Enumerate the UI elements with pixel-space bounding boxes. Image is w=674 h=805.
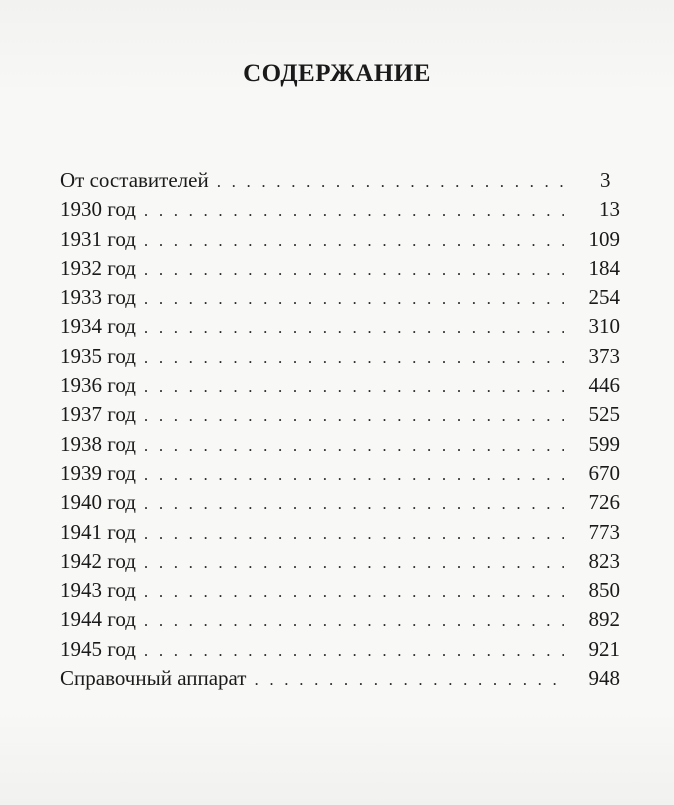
toc-entry-page: 823 <box>588 548 620 573</box>
toc-entry <box>60 518 620 547</box>
toc-entry-page: 184 <box>588 255 620 280</box>
dot-leader <box>144 519 564 548</box>
toc-entry-label: 1936 год <box>60 373 136 398</box>
toc-entry <box>60 547 620 576</box>
toc-entry <box>60 664 620 693</box>
toc-entry-page: 599 <box>588 431 620 456</box>
dot-leader <box>144 489 564 518</box>
toc-entry-label: 1932 год <box>60 255 136 280</box>
toc-entry-label: 1940 год <box>60 490 136 515</box>
dot-leader <box>144 401 564 430</box>
toc-entry-label: 1938 год <box>60 431 136 456</box>
dot-leader <box>144 431 564 460</box>
toc-entry <box>60 430 620 459</box>
dot-leader <box>144 255 564 284</box>
toc-entry-label: 1935 год <box>60 343 136 368</box>
toc-entry <box>60 400 620 429</box>
dot-leader <box>144 284 564 313</box>
toc-entry-page: 892 <box>588 607 620 632</box>
dot-leader <box>144 548 564 577</box>
toc-entry-label: 1939 год <box>60 460 136 485</box>
dot-leader <box>144 606 564 635</box>
dot-leader <box>144 460 564 489</box>
toc-entry-page: 446 <box>588 373 620 398</box>
toc-entry-page: 921 <box>588 636 620 661</box>
toc-entry-page: 373 <box>588 343 620 368</box>
toc-entry-page: 726 <box>588 490 620 515</box>
toc-entry <box>60 605 620 634</box>
toc-entry <box>60 225 620 254</box>
toc-entry-page: 948 <box>588 666 620 691</box>
toc-entry-page: 13 <box>599 197 620 222</box>
toc-entry-label: 1944 год <box>60 607 136 632</box>
toc-entry-page: 310 <box>588 314 620 339</box>
toc-entry-label: 1931 год <box>60 226 136 251</box>
page-title: СОДЕРЖАНИЕ <box>243 60 431 87</box>
dot-leader <box>255 665 565 694</box>
toc-entry <box>60 254 620 283</box>
toc-entry <box>60 195 620 224</box>
toc-entry-page: 850 <box>588 578 620 603</box>
dot-leader <box>144 372 564 401</box>
toc-entry-label: 1930 год <box>60 197 136 222</box>
dot-leader <box>144 343 564 372</box>
toc-entry-label: От составителей <box>60 168 209 192</box>
toc-entry <box>60 488 620 517</box>
toc-entry-page: 254 <box>588 285 620 310</box>
toc-entry-page: 3 <box>600 168 611 192</box>
table-of-contents <box>60 166 620 693</box>
toc-entry <box>60 342 620 371</box>
dot-leader <box>144 577 564 606</box>
toc-entry <box>60 371 620 400</box>
toc-entry-label: 1934 год <box>60 314 136 339</box>
toc-entry <box>60 283 620 312</box>
toc-entry-label: 1937 год <box>60 402 136 427</box>
toc-entry-label: 1943 год <box>60 578 136 603</box>
toc-entry <box>60 166 620 195</box>
toc-entry-label: 1945 год <box>60 636 136 661</box>
toc-entry-page: 670 <box>588 460 620 485</box>
toc-entry <box>60 576 620 605</box>
toc-entry-page: 525 <box>588 402 620 427</box>
toc-entry <box>60 312 620 341</box>
dot-leader <box>217 167 572 196</box>
dot-leader <box>144 313 564 342</box>
toc-entry-label: 1941 год <box>60 519 136 544</box>
dot-leader <box>144 196 564 225</box>
dot-leader <box>144 226 564 255</box>
toc-entry <box>60 459 620 488</box>
toc-entry-label: 1942 год <box>60 548 136 573</box>
toc-entry <box>60 635 620 664</box>
toc-entry-page: 109 <box>588 226 620 251</box>
toc-entry-label: 1933 год <box>60 285 136 310</box>
dot-leader <box>144 636 564 665</box>
toc-entry-label: Справочный аппарат <box>60 666 247 691</box>
toc-entry-page: 773 <box>588 519 620 544</box>
